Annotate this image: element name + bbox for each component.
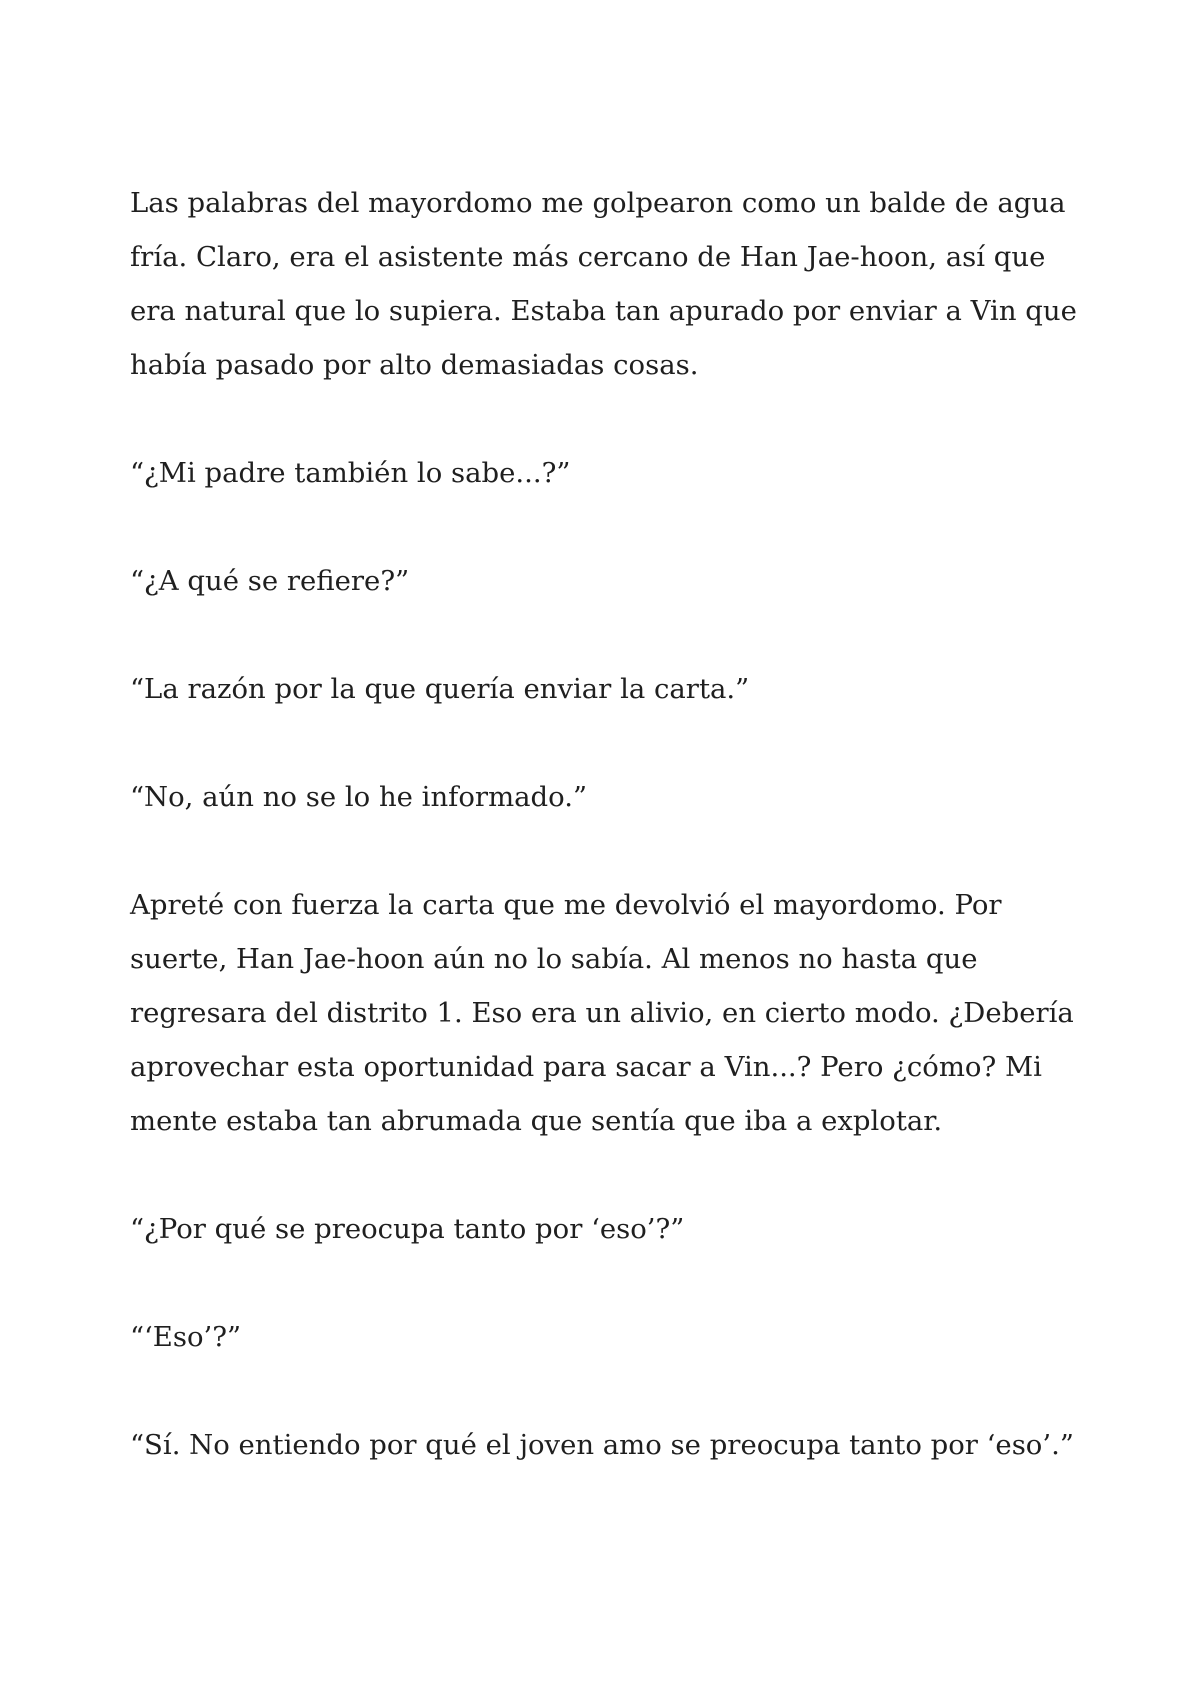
text-body — [130, 176, 1080, 1472]
dialogue-line: “¿A qué se refiere?” — [130, 565, 410, 597]
dialogue-line: “La razón por la que quería enviar la carta.” — [130, 673, 750, 705]
paragraph: Apreté con fuerza la carta que me devolvió el mayordomo. Por suerte, Han Jae-hoon aún no lo sabía. Al menos no hasta que regresara del distrito 1. Eso era un alivio, en cierto modo. ¿Debería aprovechar esta oportunidad para sacar a Vin...? Pero ¿cómo? Mi mente estaba tan abrumada que sentía que iba a explotar. — [130, 889, 1074, 1137]
dialogue-line: “No, aún no se lo he informado.” — [130, 781, 588, 813]
paragraph: Las palabras del mayordomo me golpearon como un balde de agua fría. Claro, era el asistente más cercano de Han Jae-hoon, así que era natural que lo supiera. Estaba tan apurado por enviar a Vin que había pasado por alto demasiadas cosas. — [130, 187, 1077, 381]
dialogue-line: “¿Mi padre también lo sabe...?” — [130, 457, 571, 489]
dialogue-line: “Sí. No entiendo por qué el joven amo se preocupa tanto por ‘eso’.” — [130, 1429, 1074, 1461]
dialogue-line: “‘Eso’?” — [130, 1321, 242, 1353]
dialogue-line: “¿Por qué se preocupa tanto por ‘eso’?” — [130, 1213, 685, 1245]
